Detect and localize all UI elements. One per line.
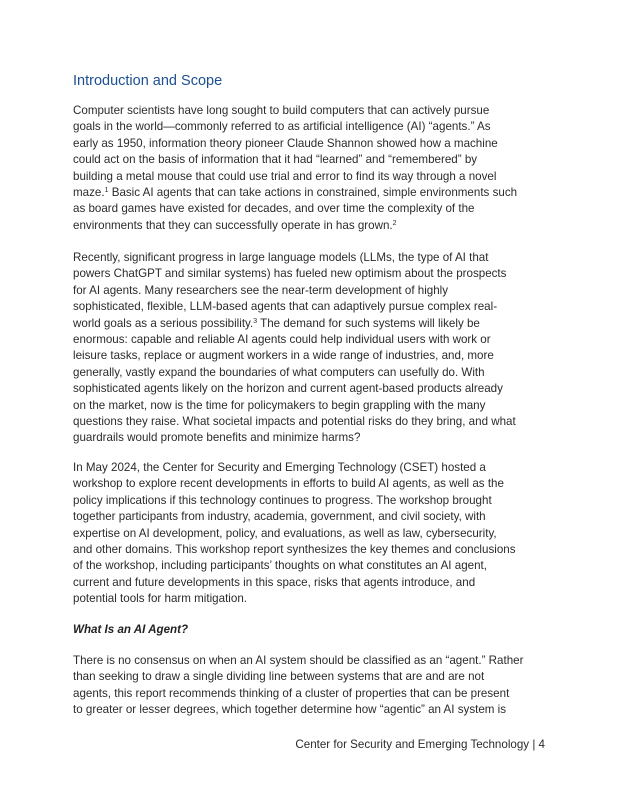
text-line: early as 1950, information theory pioneer Claude Shannon showed how a machine [73, 136, 498, 150]
text-segment: maze. [73, 186, 105, 200]
text-line: sophisticated, flexible, LLM-based agents that can adaptively pursue complex real- [73, 300, 498, 314]
paragraph-intro [73, 103, 548, 234]
text-line: could act on the basis of information that it had “learned” and “remembered” by [73, 153, 478, 167]
text-line: of the workshop, including participants’ thoughts on what constitutes an AI agent, [73, 559, 487, 573]
text-line [73, 185, 548, 201]
text-line: to greater or lesser degrees, which together determine how “agentic” an AI system is [73, 703, 507, 717]
text-line: and other domains. This workshop report synthesizes the key themes and conclusions [73, 543, 516, 557]
text-segment: world goals as a serious possibility. [73, 316, 254, 330]
footnote-ref-2[interactable]: 2 [392, 219, 397, 227]
text-line: leisure tasks, replace or augment workers in a wide range of industries, and, more [73, 349, 494, 363]
text-line: for AI agents. Many researchers see the near-term development of highly [73, 283, 449, 297]
text-line: generally, vastly expand the boundaries of what computers can usefully do. With [73, 365, 485, 379]
text-line: There is no consensus on when an AI system should be classified as an “agent.” Rather [73, 654, 524, 667]
text-line: than seeking to draw a single dividing line between systems that are and are not [73, 670, 485, 684]
subsection-heading: What Is an AI Agent? [73, 623, 189, 636]
text-line: agents, this report recommends thinking of a cluster of properties that can be present [73, 686, 510, 700]
text-line [73, 218, 548, 234]
text-line: on the market, now is the time for policymakers to begin grappling with the many [73, 398, 486, 412]
text-line: Computer scientists have long sought to build computers that can actively pursue [73, 104, 490, 117]
text-line: expertise on AI development, policy, and evaluations, as well as law, cybersecurity, [73, 526, 497, 540]
paragraph-agent-definition [73, 653, 548, 719]
text-segment: The demand for such systems will likely be [257, 316, 480, 330]
text-line: workshop to explore recent developments in efforts to build AI agents, as well as the [73, 477, 504, 491]
text-line [73, 316, 548, 332]
text-segment: environments that they can successfully operate in has grown. [73, 218, 393, 232]
text-line: guardrails would promote benefits and minimize harms? [73, 431, 361, 445]
text-line: Recently, significant progress in large language models (LLMs, the type of AI that [73, 251, 489, 264]
text-line: together participants from industry, academia, government, and civil society, with [73, 510, 486, 524]
page-footer: Center for Security and Emerging Technology | 4 [295, 738, 545, 751]
footnote-ref-1[interactable]: 1 [104, 187, 109, 195]
text-line: potential tools for harm mitigation. [73, 592, 247, 606]
paragraph-recent-progress [73, 250, 548, 447]
text-line: questions they raise. What societal impacts and potential risks do they bring, and what [73, 415, 516, 429]
footnote-ref-3[interactable]: 3 [253, 317, 258, 325]
text-line: as board games have existed for decades, and over time the complexity of the [73, 202, 475, 216]
text-line: building a metal mouse that could use trial and error to find its way through a novel [73, 169, 497, 183]
section-heading: Introduction and Scope [73, 73, 223, 89]
text-line: enormous: capable and reliable AI agents could help individual users with work or [73, 333, 491, 347]
text-line: goals in the world—commonly referred to as artificial intelligence (AI) “agents.” As [73, 120, 491, 134]
text-line: current and future developments in this space, risks that agents introduce, and [73, 575, 476, 589]
text-line: In May 2024, the Center for Security and Emerging Technology (CSET) hosted a [73, 461, 486, 474]
text-line: sophisticated agents likely on the horizon and current agent-based products already [73, 382, 503, 396]
text-line: powers ChatGPT and similar systems) has fueled new optimism about the prospects [73, 267, 507, 281]
text-segment: Basic AI agents that can take actions in constrained, simple environments such [108, 186, 518, 200]
text-line: policy implications if this technology continues to progress. The workshop brought [73, 493, 492, 507]
paragraph-workshop [73, 460, 548, 608]
